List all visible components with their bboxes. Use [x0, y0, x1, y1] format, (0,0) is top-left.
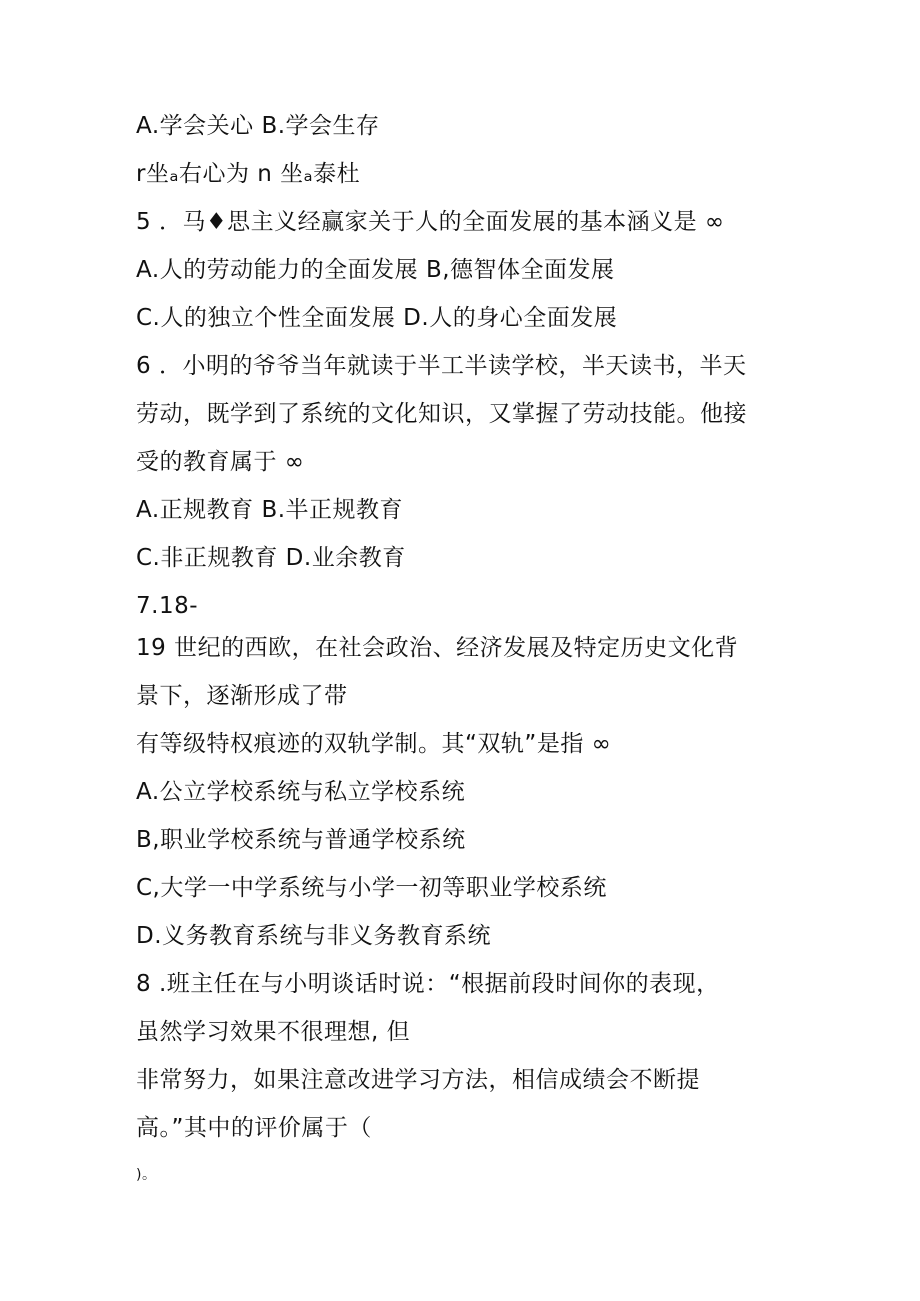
q6-stem-line1: 6 ．小明的爷爷当年就读于半工半读学校，半天读书，半天	[136, 353, 747, 379]
q4-options-ab: A.学会关心 B.学会生存	[136, 113, 380, 139]
q4-options-garbled: r坐ₐ右心为 n 坐ₐ泰杜	[136, 161, 361, 187]
q5-options-cd: C.人的独立个性全面发展 D.人的身心全面发展	[136, 305, 618, 331]
q6-options-ab: A.正规教育 B.半正规教育	[136, 497, 404, 523]
q8-stem-line2: 虽然学习效果不很理想, 但	[136, 1019, 411, 1045]
q8-stem-line3: 非常努力，如果注意改进学习方法，相信成绩会不断提	[136, 1067, 700, 1093]
q5-stem: 5 ．马♦思主义经赢家关于人的全面发展的基本涵义是 ∞	[136, 209, 725, 235]
q7-stem-line3: 有等级特权痕迹的双轨学制。其“双轨”是指 ∞	[136, 731, 612, 757]
q6-stem-line3: 受的教育属于 ∞	[136, 449, 305, 475]
q8-stem-line1: 8 .班主任在与小明谈话时说：“根据前段时间你的表现，	[136, 971, 720, 997]
q7-stem-line1: 19 世纪的西欧，在社会政治、经济发展及特定历史文化背	[136, 635, 739, 661]
q6-stem-line2: 劳动，既学到了系统的文化知识，又掌握了劳动技能。他接	[136, 401, 747, 427]
q7-option-a: A.公立学校系统与私立学校系统	[136, 779, 466, 805]
q7-option-b: B,职业学校系统与普通学校系统	[136, 827, 466, 853]
q8-answer-blank: )。	[136, 1167, 157, 1183]
q8-stem-line4: 高。”其中的评价属于（	[136, 1115, 372, 1141]
q7-option-d: D.义务教育系统与非义务教育系统	[136, 923, 492, 949]
q7-number: 7.18-	[136, 593, 199, 619]
q7-stem-line2: 景下，逐渐形成了带	[136, 683, 348, 709]
q6-options-cd: C.非正规教育 D.业余教育	[136, 545, 406, 571]
q5-options-ab: A.人的劳动能力的全面发展 B,德智体全面发展	[136, 257, 615, 283]
q7-option-c: C,大学一中学系统与小学一初等职业学校系统	[136, 875, 607, 901]
